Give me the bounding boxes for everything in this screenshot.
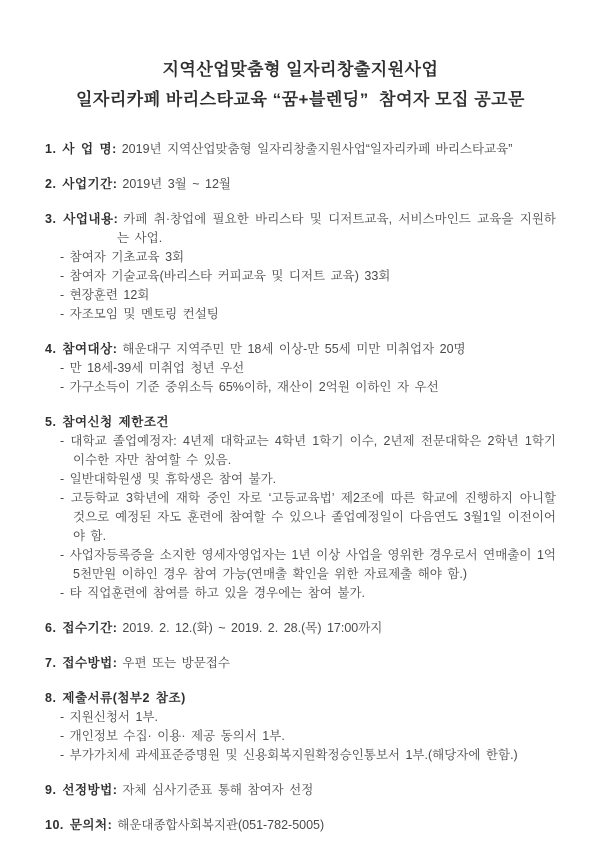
section-bullet-list [60,359,556,397]
section-heading-line [45,654,556,673]
section-value: 카페 취·창업에 필요한 바리스타 및 디저트교육, 서비스마인드 교육을 지원하는 사업. [117,212,556,245]
bullet-item: - 자조모임 및 멘토링 컨설팅 [60,307,219,321]
section-project-name [45,140,556,159]
section-label: 7. 접수방법: [45,656,118,670]
bullet-item: - 사업자등록증을 소지한 영세자영업자는 1년 이상 사업을 영위한 경우로서 연매출이 1억5천만원 이하인 경우 참여 가능(연매출 확인을 위한 자료제출 해야 함.) [60,548,556,581]
section-heading-line [45,175,556,194]
section-restrictions [45,413,556,603]
section-label: 2. 사업기간: [45,177,118,191]
document-title [45,55,556,115]
section-application-period [45,619,556,638]
bullet-item: - 부가가치세 과세표준증명원 및 신용회복지원확정승인통보서 1부.(해당자에 한함.) [60,748,518,762]
bullet-item: - 참여자 기술교육(바리스타 커피교육 및 디저트 교육) 33회 [60,269,391,283]
section-value: 2019년 지역산업맞춤형 일자리창출지원사업“일자리카페 바리스타교육” [121,142,513,156]
bullet-item: - 대학교 졸업예정자: 4년제 대학교는 4학년 1학기 이수, 2년제 전문대학은 2학년 1학기 이수한 자만 참여할 수 있음. [60,434,556,467]
section-value: 자체 심사기준표 통해 참여자 선정 [122,783,314,797]
section-bullet-list [60,708,556,765]
section-heading-line [45,781,556,800]
section-label: 4. 참여대상: [45,342,118,356]
section-eligibility [45,340,556,397]
bullet-item: - 현장훈련 12회 [60,288,150,302]
bullet-item: - 고등학교 3학년에 재학 중인 자로 ‘고등교육법’ 제2조에 따른 학교에 진행하지 아니할 것으로 예정된 자도 훈련에 참여할 수 있으나 졸업예정일이 다음연도 3월1일 이전이어야 함. [60,491,556,543]
section-heading-line [45,689,556,708]
bullet-item: - 개인정보 수집· 이용· 제공 동의서 1부. [60,729,285,743]
section-contact [45,816,556,835]
section-heading-line [45,340,556,359]
bullet-item: - 타 직업훈련에 참여를 하고 있을 경우에는 참여 불가. [60,586,365,600]
section-label: 3. 사업내용: [45,212,119,226]
section-selection-method [45,781,556,800]
section-label: 9. 선정방법: [45,783,118,797]
section-bullet-list [60,432,556,603]
section-heading-line [45,619,556,638]
bullet-item: - 일반대학원생 및 휴학생은 참여 불가. [60,472,277,486]
section-value: 2019년 3월 ~ 12월 [122,177,231,191]
section-bullet-list [60,248,556,324]
section-value: 해운대구 지역주민 만 18세 이상-만 55세 미만 미취업자 20명 [122,342,466,356]
section-label: 1. 사 업 명: [45,142,117,156]
section-value: 우편 또는 방문접수 [122,656,230,670]
bullet-item: - 만 18세-39세 미취업 청년 우선 [60,361,245,375]
section-heading-line [45,140,556,159]
section-value: 2019. 2. 12.(화) ~ 2019. 2. 28.(목) 17:00까지 [122,621,383,635]
section-label: 6. 접수기간: [45,621,118,635]
section-heading-line [45,210,556,248]
section-project-content [45,210,556,324]
bullet-item: - 지원신청서 1부. [60,710,158,724]
bullet-item: - 가구소득이 기준 중위소득 65%이하, 재산이 2억원 이하인 자 우선 [60,380,439,394]
section-label: 5. 참여신청 제한조건 [45,415,169,429]
section-project-period [45,175,556,194]
document-title-line1: 지역산업맞춤형 일자리창출지원사업 [162,60,439,79]
section-documents [45,689,556,765]
document-title-line2: 일자리카페 바리스타교육 “꿈+블렌딩” 참여자 모집 공고문 [76,90,525,109]
section-label: 10. 문의처: [45,818,113,832]
section-heading-line [45,413,556,432]
section-label: 8. 제출서류(첨부2 참조) [45,691,186,705]
section-application-method [45,654,556,673]
section-heading-line [45,816,556,835]
section-value: 해운대종합사회복지관(051-782-5005) [117,818,325,832]
bullet-item: - 참여자 기초교육 3회 [60,250,185,264]
